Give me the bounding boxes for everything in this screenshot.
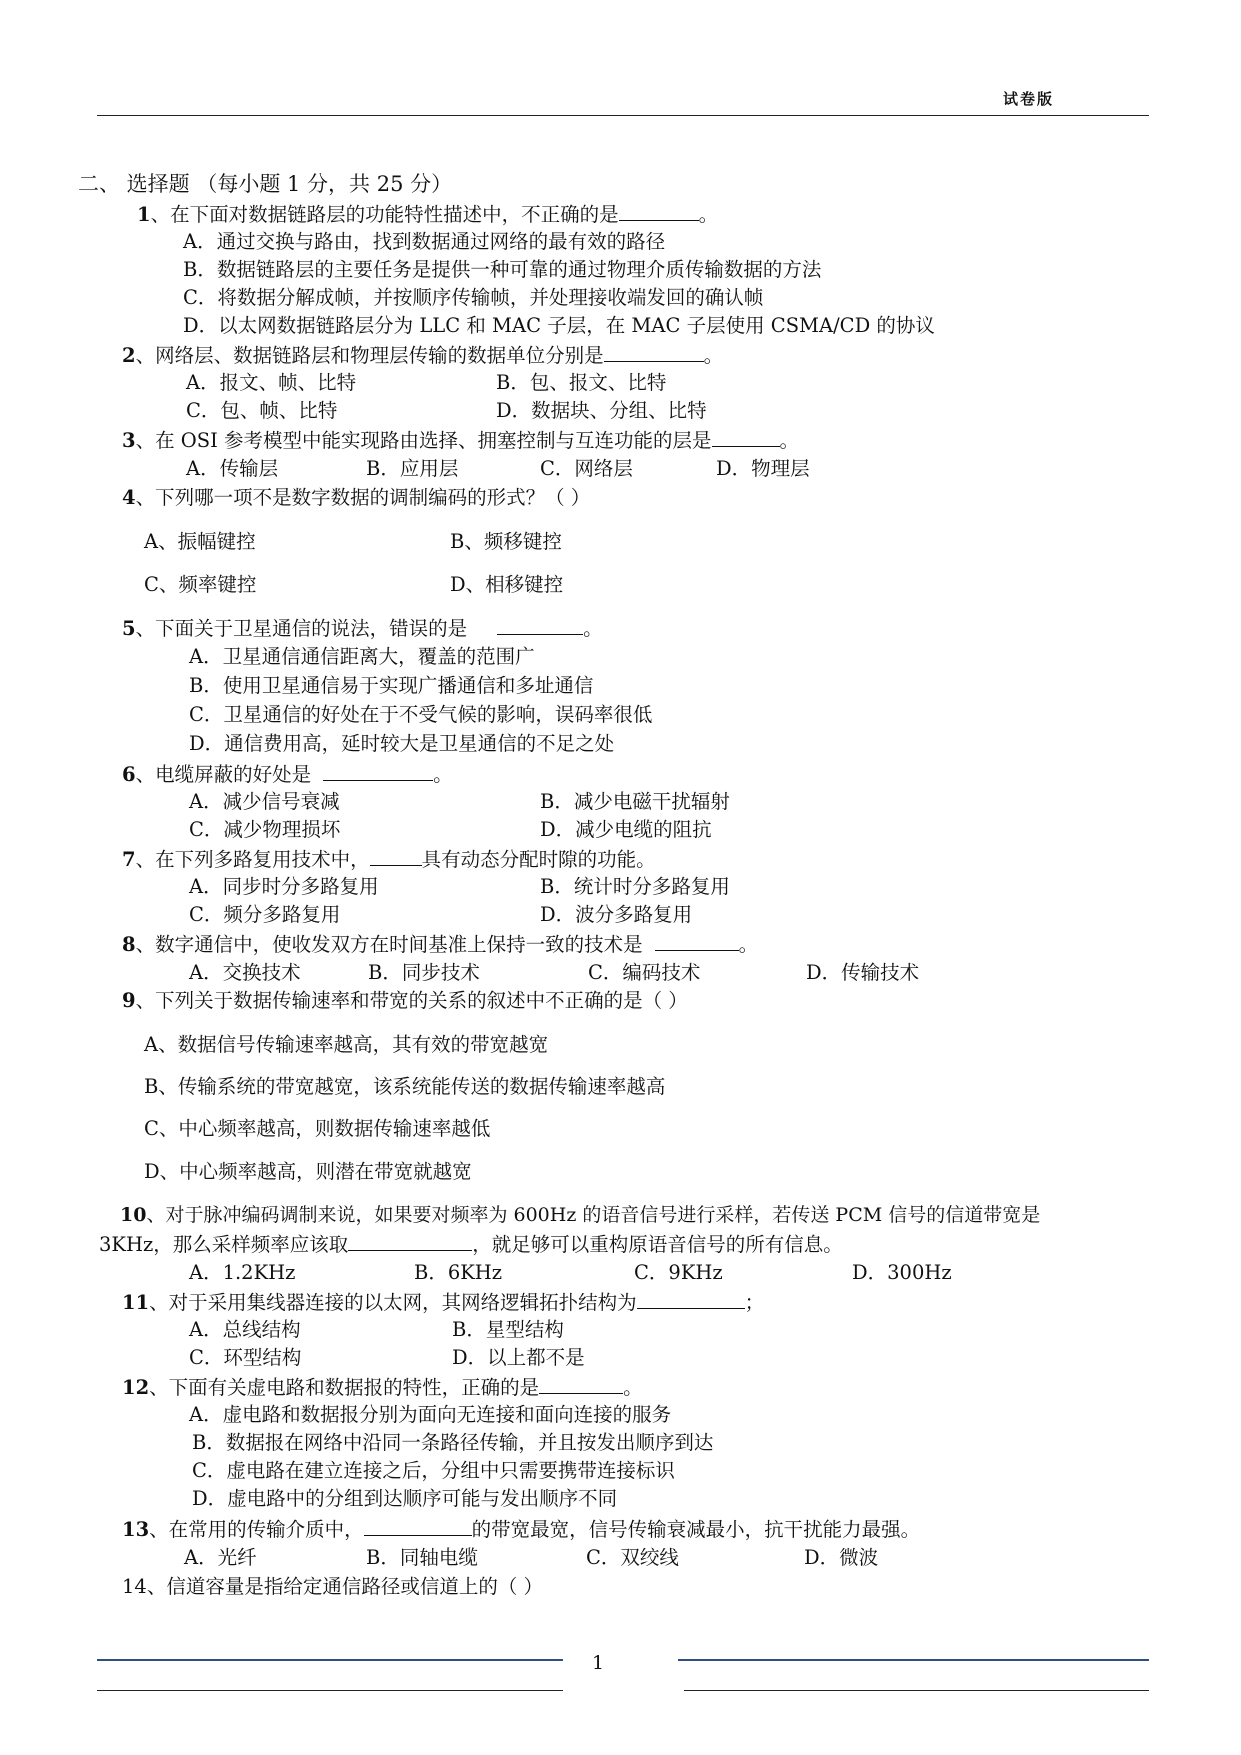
answer-blank — [323, 762, 433, 781]
answer-blank — [712, 428, 780, 447]
question-text: 、在下列多路复用技术中， — [135, 848, 370, 871]
footer-rule-left-top — [97, 1659, 563, 1661]
question-4-option-c: C、频率键控 — [144, 573, 257, 596]
question-6-option-a: A．减少信号衰减 — [189, 790, 340, 813]
question-number: 13 — [122, 1518, 150, 1541]
question-8-option-c: C．编码技术 — [588, 961, 701, 984]
question-number: 4 — [122, 486, 136, 509]
question-13-option-b: B．同轴电缆 — [366, 1546, 478, 1569]
question-4-option-a: A、振幅键控 — [144, 530, 256, 553]
question-10-option-b: B．6KHz — [414, 1261, 503, 1284]
question-number: 2 — [122, 344, 136, 367]
question-6-option-c: C．减少物理损坏 — [189, 818, 341, 841]
question-text: 、下面有关虚电路和数据报的特性，正确的是 — [149, 1376, 540, 1399]
answer-blank — [619, 202, 699, 221]
question-number: 9 — [122, 989, 136, 1012]
question-1-option-b: B．数据链路层的主要任务是提供一种可靠的通过物理介质传输数据的方法 — [183, 258, 822, 281]
question-number: 1 — [137, 203, 151, 226]
question-text: 3KHz，那么采样频率应该取 — [99, 1233, 349, 1256]
question-text: 、在下面对数据链路层的功能特性描述中，不正确的是 — [150, 203, 619, 226]
question-14-stem — [122, 1575, 543, 1599]
question-number: 11 — [122, 1291, 150, 1314]
question-4-option-b: B、频移键控 — [450, 530, 562, 553]
question-2-option-c: C．包、帧、比特 — [186, 399, 338, 422]
question-5-option-b: B．使用卫星通信易于实现广播通信和多址通信 — [189, 674, 594, 697]
question-8-option-d: D．传输技术 — [806, 961, 920, 984]
question-1-option-d: D．以太网数据链路层分为 LLC 和 MAC 子层，在 MAC 子层使用 CSMA/CD 的协议 — [183, 314, 935, 337]
question-text-end: 。 — [623, 1376, 643, 1399]
question-13-stem — [122, 1517, 920, 1542]
question-9-stem — [122, 989, 688, 1013]
question-11-option-c: C．环型结构 — [189, 1346, 302, 1369]
page-number: 1 — [592, 1652, 605, 1674]
question-8-stem — [122, 932, 758, 957]
question-1-stem — [137, 202, 718, 227]
question-8-option-b: B．同步技术 — [368, 961, 480, 984]
question-number: 7 — [122, 848, 136, 871]
question-8-option-a: A．交换技术 — [189, 961, 301, 984]
question-2-option-a: A．报文、帧、比特 — [186, 371, 357, 394]
answer-blank — [604, 343, 704, 362]
question-6-stem — [122, 762, 453, 787]
question-text: 、对于脉冲编码调制来说，如果要对频率为 600Hz 的语音信号进行采样，若传送 PCM 信号的信道带宽是 — [146, 1204, 1041, 1226]
question-text-end: ，就足够可以重构原语音信号的所有信息。 — [472, 1233, 843, 1256]
question-text-end: 具有动态分配时隙的功能。 — [421, 848, 656, 871]
question-number: 3 — [122, 429, 136, 452]
question-2-option-d: D．数据块、分组、比特 — [496, 399, 707, 422]
question-12-option-b: B．数据报在网络中沿同一条路径传输，并且按发出顺序到达 — [192, 1431, 714, 1454]
question-number: 14 — [122, 1575, 147, 1598]
question-12-option-c: C．虚电路在建立连接之后，分组中只需要携带连接标识 — [192, 1459, 675, 1482]
question-11-option-a: A．总线结构 — [189, 1318, 301, 1341]
question-text: 、网络层、数据链路层和物理层传输的数据单位分别是 — [135, 344, 604, 367]
question-7-option-a: A．同步时分多路复用 — [189, 875, 379, 898]
question-text: 、在 OSI 参考模型中能实现路由选择、拥塞控制与互连功能的层是 — [135, 429, 712, 452]
question-number: 5 — [122, 617, 136, 640]
question-text-end: 。 — [583, 617, 603, 640]
question-text-end: 。 — [779, 429, 800, 452]
question-10-stem — [120, 1203, 1040, 1227]
answer-blank — [364, 1517, 472, 1536]
header-rule — [97, 115, 1149, 116]
question-10-option-a: A．1.2KHz — [189, 1261, 296, 1284]
question-10-option-c: C．9KHz — [634, 1261, 723, 1284]
question-text-end: 。 — [738, 933, 759, 956]
answer-blank — [637, 1290, 745, 1309]
question-7-stem — [122, 847, 656, 872]
question-3-option-c: C．网络层 — [540, 457, 633, 480]
question-text: 、对于采用集线器连接的以太网，其网络逻辑拓扑结构为 — [149, 1291, 637, 1314]
question-text: 、下列哪一项不是数字数据的调制编码的形式？（ ） — [135, 486, 591, 509]
question-5-stem — [122, 616, 603, 641]
question-5-option-c: C．卫星通信的好处在于不受气候的影响，误码率很低 — [189, 703, 653, 726]
question-number: 8 — [122, 933, 136, 956]
question-12-option-a: A．虚电路和数据报分别为面向无连接和面向连接的服务 — [189, 1403, 672, 1426]
footer-rule-right-top — [678, 1659, 1149, 1661]
question-9-option-d: D、中心频率越高，则潜在带宽就越宽 — [144, 1160, 472, 1183]
question-11-option-d: D．以上都不是 — [452, 1346, 585, 1369]
question-3-option-a: A．传输层 — [186, 457, 279, 480]
question-11-stem — [122, 1290, 764, 1315]
answer-blank — [497, 616, 583, 635]
question-6-option-b: B．减少电磁干扰辐射 — [540, 790, 730, 813]
question-11-option-b: B．星型结构 — [452, 1318, 564, 1341]
question-12-option-d: D．虚电路中的分组到达顺序可能与发出顺序不同 — [192, 1487, 618, 1510]
question-6-option-d: D．减少电缆的阻抗 — [540, 818, 712, 841]
answer-blank — [539, 1375, 623, 1394]
question-text-end: 。 — [703, 344, 724, 367]
question-7-option-c: C．频分多路复用 — [189, 903, 341, 926]
question-text-end: 。 — [698, 203, 719, 226]
question-5-option-a: A．卫星通信通信距离大，覆盖的范围广 — [189, 645, 535, 668]
question-3-option-b: B．应用层 — [366, 457, 459, 480]
question-7-option-b: B．统计时分多路复用 — [540, 875, 730, 898]
question-number: 12 — [122, 1376, 150, 1399]
answer-blank — [348, 1232, 472, 1251]
question-9-option-c: C、中心频率越高，则数据传输速率越低 — [144, 1117, 491, 1140]
question-text-end: 。 — [433, 763, 453, 786]
footer-rule-right-bottom — [684, 1690, 1149, 1691]
question-7-option-d: D．波分多路复用 — [540, 903, 693, 926]
question-10-option-d: D．300Hz — [852, 1261, 952, 1284]
question-text: 、下列关于数据传输速率和带宽的关系的叙述中不正确的是（ ） — [135, 989, 688, 1012]
question-3-option-d: D．物理层 — [716, 457, 810, 480]
question-2-option-b: B．包、报文、比特 — [496, 371, 667, 394]
question-text: 、数字通信中，使收发双方在时间基准上保持一致的技术是 — [135, 933, 643, 956]
question-5-option-d: D．通信费用高，延时较大是卫星通信的不足之处 — [189, 732, 615, 755]
question-2-stem — [122, 343, 723, 368]
footer-rule-left-bottom — [97, 1690, 563, 1691]
question-4-stem — [122, 486, 590, 510]
question-13-option-c: C．双绞线 — [586, 1546, 679, 1569]
question-text: 、下面关于卫星通信的说法，错误的是 — [135, 617, 468, 640]
question-10-stem-line2 — [99, 1232, 843, 1257]
question-text-end: 的带宽最宽，信号传输衰减最小，抗干扰能力最强。 — [471, 1518, 921, 1541]
question-13-option-d: D．微波 — [804, 1546, 879, 1569]
question-text-end: ； — [744, 1291, 765, 1314]
question-3-stem — [122, 428, 799, 453]
header-label: 试卷版 — [1003, 90, 1055, 108]
question-12-stem — [122, 1375, 643, 1400]
question-9-option-b: B、传输系统的带宽越宽，该系统能传送的数据传输速率越高 — [144, 1075, 666, 1098]
section-title: 二、 选择题 （每小题 1 分，共 25 分） — [78, 172, 453, 196]
answer-blank — [655, 932, 739, 951]
answer-blank — [370, 847, 422, 866]
question-text: 、信道容量是指给定通信路径或信道上的（ ） — [146, 1575, 544, 1598]
question-13-option-a: A．光纤 — [184, 1546, 257, 1569]
question-1-option-a: A．通过交换与路由，找到数据通过网络的最有效的路径 — [183, 230, 666, 253]
question-number: 6 — [122, 763, 136, 786]
question-9-option-a: A、数据信号传输速率越高，其有效的带宽越宽 — [144, 1033, 549, 1056]
question-text: 、在常用的传输介质中， — [149, 1518, 364, 1541]
question-text: 、电缆屏蔽的好处是 — [135, 763, 312, 786]
question-4-option-d: D、相移键控 — [450, 573, 564, 596]
question-number: 10 — [120, 1204, 147, 1226]
question-1-option-c: C．将数据分解成帧，并按顺序传输帧，并处理接收端发回的确认帧 — [183, 286, 764, 309]
